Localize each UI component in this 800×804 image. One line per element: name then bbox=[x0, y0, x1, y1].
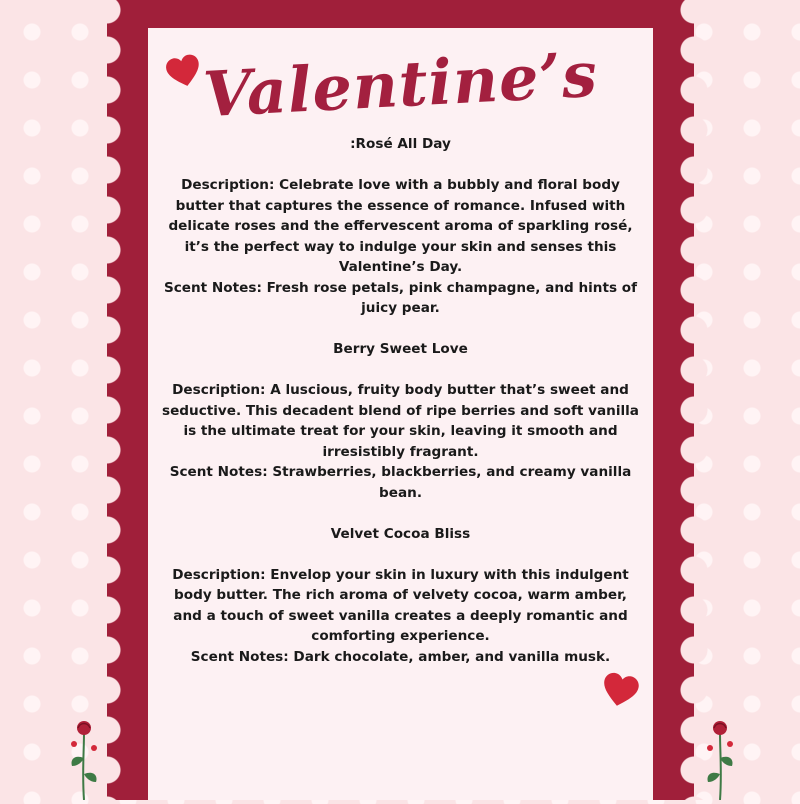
product-description: Description: Celebrate love with a bubbly and floral body butter that captures the essence of romance. Infused with delicate roses and the effervescent aroma of sparkling rosé, it’s the perfect way to indulge your skin and senses this Valentine’s Day. bbox=[168, 177, 633, 275]
product-description: Description: A luscious, fruity body butter that’s sweet and seductive. This decadent blend of ripe berries and soft vanilla is the ultimate treat for your skin, leaving it smooth and irresistibly fragrant. bbox=[162, 382, 639, 460]
page-title: Valentine’s bbox=[201, 37, 600, 132]
product-name: :Rosé All Day bbox=[350, 136, 451, 152]
stamp-perforation-right bbox=[676, 0, 712, 800]
product-scent-notes: Scent Notes: Dark chocolate, amber, and vanilla musk. bbox=[190, 648, 611, 665]
product-name: Velvet Cocoa Bliss bbox=[330, 525, 471, 542]
product-list bbox=[160, 134, 641, 667]
product-name: Berry Sweet Love bbox=[333, 341, 468, 357]
product-scent-notes: Scent Notes: Strawberries, blackberries, and creamy vanilla bean. bbox=[169, 464, 632, 501]
rose-icon bbox=[700, 718, 740, 804]
heart-icon bbox=[601, 672, 639, 710]
rose-icon bbox=[64, 718, 104, 804]
product-scent-notes: Scent Notes: Fresh rose petals, pink champagne, and hints of juicy pear. bbox=[163, 279, 638, 316]
stamp-perforation-left bbox=[89, 0, 125, 800]
product-description: Description: Envelop your skin in luxury with this indulgent body butter. The rich aroma of velvety cocoa, warm amber, and a touch of sweet vanilla creates a deeply romantic and comforting experience. bbox=[172, 566, 629, 644]
